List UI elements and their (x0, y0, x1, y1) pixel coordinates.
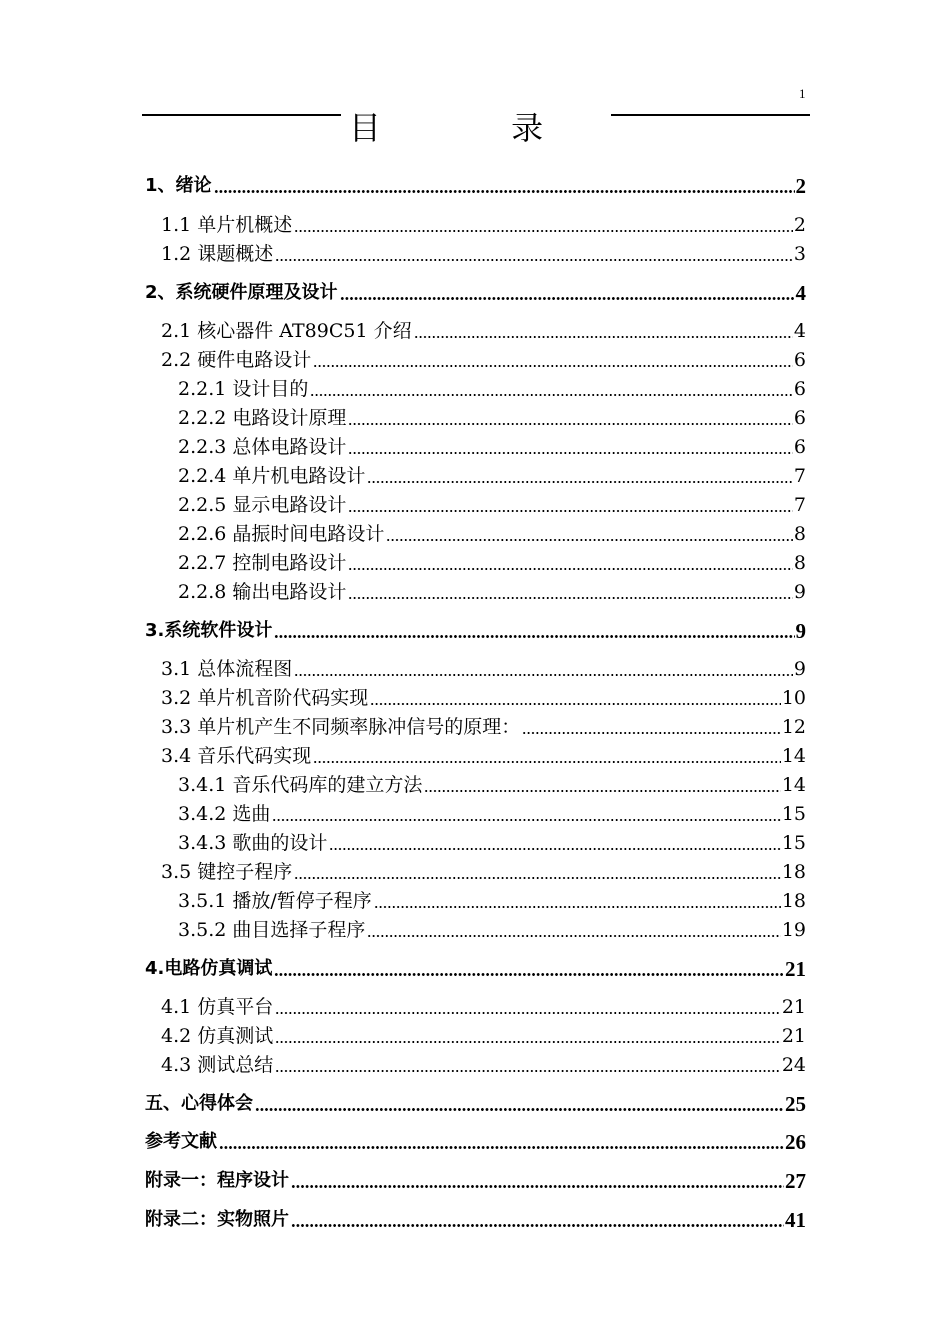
dot-leader (374, 889, 781, 913)
toc-entry-label: 2.1 核心器件 AT89C51 介绍 (161, 320, 412, 342)
dot-leader (294, 657, 793, 681)
toc-entry-label: 2.2.8 输出电路设计 (178, 581, 347, 603)
toc-title (142, 103, 810, 149)
toc-entry-page: 21 (785, 957, 806, 981)
toc-entry-label: 4.1 仿真平台 (161, 996, 274, 1018)
toc-entry-page: 8 (793, 523, 806, 545)
toc-entry-page: 6 (793, 407, 806, 429)
toc-entry[interactable] (178, 827, 806, 855)
toc-entry-page: 14 (781, 745, 806, 767)
dot-leader (348, 493, 793, 517)
toc-entry-page: 9 (793, 581, 806, 603)
dot-leader (291, 1208, 784, 1232)
toc-entry-label: 2.2.4 单片机电路设计 (178, 465, 366, 487)
toc-entry[interactable] (145, 953, 806, 981)
toc-entry-label: 3.4 音乐代码实现 (161, 745, 312, 767)
toc-entry-label: 1、绪论 (145, 175, 212, 196)
toc-entry-page: 3 (793, 243, 806, 265)
toc-entry[interactable] (178, 798, 806, 826)
dot-leader (219, 1130, 784, 1154)
dot-leader (348, 406, 793, 430)
dot-leader (370, 686, 781, 710)
dot-leader (275, 1053, 781, 1077)
toc-entry[interactable] (178, 576, 806, 604)
toc-entry[interactable] (161, 209, 806, 237)
toc-entry[interactable] (145, 170, 806, 198)
toc-entry-label: 3.4.3 歌曲的设计 (178, 832, 328, 854)
dot-leader (414, 319, 793, 343)
toc-entry-page: 14 (781, 774, 806, 796)
toc-entry-label: 五、心得体会 (145, 1093, 253, 1114)
toc-entry-page: 18 (781, 861, 806, 883)
toc-entry[interactable] (145, 1204, 806, 1232)
toc-entry[interactable] (161, 991, 806, 1019)
toc-entry-label: 3.3 单片机产生不同频率脉冲信号的原理： (161, 716, 521, 738)
toc-entry-label: 1.1 单片机概述 (161, 214, 293, 236)
toc-entry-page: 6 (793, 436, 806, 458)
toc-entry[interactable] (145, 1165, 806, 1193)
dot-leader (329, 831, 780, 855)
toc-entry-page: 7 (793, 494, 806, 516)
toc-entry-page: 7 (793, 465, 806, 487)
toc-entry-label: 附录一：程序设计 (145, 1170, 289, 1191)
dot-leader (294, 860, 781, 884)
toc-entry-label: 3.系统软件设计 (145, 620, 273, 641)
dot-leader (348, 551, 793, 575)
toc-entry-label: 2.2.6 晶振时间电路设计 (178, 523, 385, 545)
toc-entry-page: 19 (781, 919, 806, 941)
toc-entry-label: 2.2 硬件电路设计 (161, 349, 312, 371)
toc-entry-label: 3.5.1 播放/暂停子程序 (178, 890, 372, 912)
toc-entry[interactable] (161, 711, 806, 739)
toc-title-text: 目 录 (341, 109, 611, 147)
dot-leader (522, 715, 781, 739)
toc-entry-label: 2.2.2 电路设计原理 (178, 407, 347, 429)
toc-entry[interactable] (161, 344, 806, 372)
toc-entry[interactable] (178, 431, 806, 459)
toc-entry-page: 21 (781, 1025, 806, 1047)
toc-entry[interactable] (161, 653, 806, 681)
dot-leader (367, 918, 780, 942)
toc-entry[interactable] (178, 885, 806, 913)
toc-entry[interactable] (161, 740, 806, 768)
toc-entry[interactable] (145, 1088, 806, 1116)
toc-entry[interactable] (178, 373, 806, 401)
toc-entry-page: 41 (785, 1208, 806, 1232)
dot-leader (291, 1169, 784, 1193)
toc-entry-page: 8 (793, 552, 806, 574)
dot-leader (424, 773, 780, 797)
toc-entry-label: 3.5 键控子程序 (161, 861, 293, 883)
dot-leader (348, 435, 793, 459)
toc-entry[interactable] (178, 547, 806, 575)
dot-leader (313, 744, 781, 768)
toc-entry-label: 附录二：实物照片 (145, 1209, 289, 1230)
toc-entry-page: 6 (793, 378, 806, 400)
toc-entry[interactable] (178, 460, 806, 488)
toc-entry-page: 9 (793, 658, 806, 680)
toc-entry-page: 18 (781, 890, 806, 912)
toc-entry-page: 4 (795, 281, 806, 305)
toc-entry[interactable] (145, 1126, 806, 1154)
dot-leader (255, 1092, 784, 1116)
toc-entry[interactable] (145, 615, 806, 643)
dot-leader (340, 281, 795, 305)
dot-leader (272, 802, 780, 826)
toc-entry-label: 3.4.2 选曲 (178, 803, 271, 825)
dot-leader (275, 995, 781, 1019)
toc-entry-label: 2.2.5 显示电路设计 (178, 494, 347, 516)
toc-entry[interactable] (178, 769, 806, 797)
toc-entry-label: 1.2 课题概述 (161, 243, 274, 265)
toc-entry[interactable] (161, 1020, 806, 1048)
toc-entry[interactable] (145, 277, 806, 305)
toc-entry-label: 3.2 单片机音阶代码实现 (161, 687, 369, 709)
toc-entry[interactable] (161, 238, 806, 266)
toc-entry-page: 27 (785, 1169, 806, 1193)
toc-entry-label: 3.1 总体流程图 (161, 658, 293, 680)
toc-entry-label: 4.3 测试总结 (161, 1054, 274, 1076)
toc-entry-label: 4.2 仿真测试 (161, 1025, 274, 1047)
toc-entry-page: 15 (781, 832, 806, 854)
toc-entry[interactable] (178, 518, 806, 546)
toc-entry-label: 2、系统硬件原理及设计 (145, 282, 338, 303)
toc-entry-page: 10 (781, 687, 806, 709)
dot-leader (214, 174, 795, 198)
toc-entry-label: 2.2.3 总体电路设计 (178, 436, 347, 458)
dot-leader (274, 619, 794, 643)
dot-leader (367, 464, 793, 488)
page-number: 1 (799, 86, 806, 101)
toc-entry[interactable] (161, 856, 806, 884)
dot-leader (294, 213, 793, 237)
toc-entry-label: 3.5.2 曲目选择子程序 (178, 919, 366, 941)
toc-entry-page: 21 (781, 996, 806, 1018)
toc-entry-page: 2 (793, 214, 806, 236)
toc-entry-label: 4.电路仿真调试 (145, 958, 273, 979)
toc-entry[interactable] (161, 682, 806, 710)
dot-leader (275, 1024, 781, 1048)
toc-entry-label: 参考文献 (145, 1131, 217, 1152)
toc-entry-page: 2 (795, 174, 806, 198)
toc-entry[interactable] (161, 1049, 806, 1077)
dot-leader (386, 522, 793, 546)
toc-entry-page: 6 (793, 349, 806, 371)
toc-entry-page: 24 (781, 1054, 806, 1076)
toc-entry-page: 9 (795, 619, 806, 643)
dot-leader (348, 580, 793, 604)
toc-entry[interactable] (178, 914, 806, 942)
toc-entry-label: 2.2.7 控制电路设计 (178, 552, 347, 574)
toc-entry[interactable] (178, 402, 806, 430)
toc-entry-page: 12 (781, 716, 806, 738)
toc-entry-label: 3.4.1 音乐代码库的建立方法 (178, 774, 423, 796)
dot-leader (275, 242, 793, 266)
toc-entry-label: 2.2.1 设计目的 (178, 378, 309, 400)
toc-entry-page: 25 (785, 1092, 806, 1116)
dot-leader (274, 957, 784, 981)
toc-entry[interactable] (161, 315, 806, 343)
toc-entry-page: 15 (781, 803, 806, 825)
dot-leader (313, 348, 793, 372)
toc-entry[interactable] (178, 489, 806, 517)
toc-entry-page: 4 (793, 320, 806, 342)
dot-leader (310, 377, 793, 401)
toc-entry-page: 26 (785, 1130, 806, 1154)
